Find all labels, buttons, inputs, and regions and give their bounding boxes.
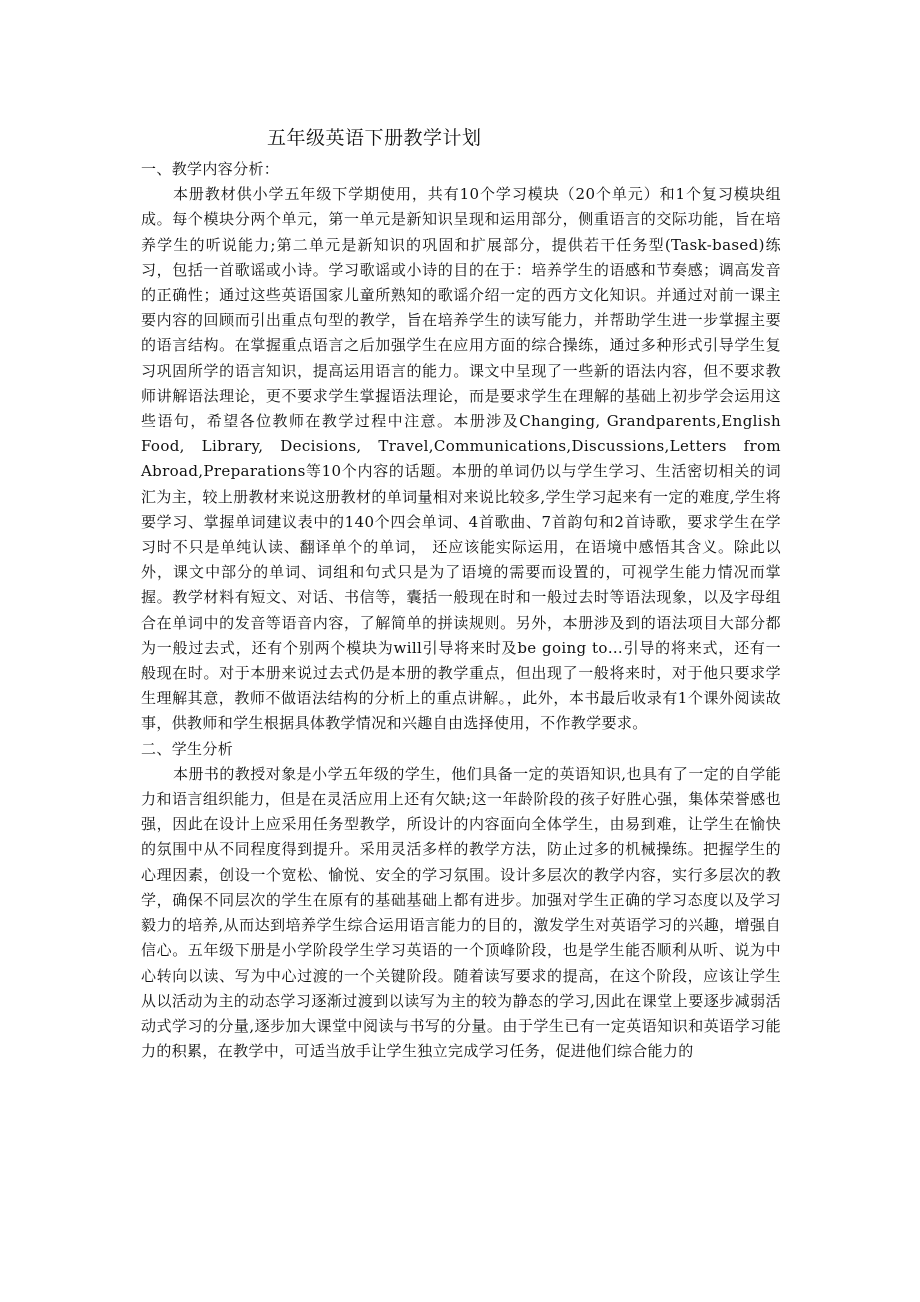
section-heading-student-analysis: 二、学生分析: [141, 739, 234, 758]
document-content: [141, 119, 781, 1064]
section-body-student-analysis: 本册书的教授对象是小学五年级的学生，他们具备一定的英语知识,也具有了一定的自学能力和语言组织能力，但是在灵活应用上还有欠缺;这一年龄阶段的孩子好胜心强，集体荣誉感也强，因此在设计上应采用任务型教学，所设计的内容面向全体学生，由易到难，让学生在愉快的氛围中从不同程度得到提升。采用灵活多样的教学方法，防止过多的机械操练。把握学生的心理因素，创设一个宽松、愉悦、安全的学习氛围。设计多层次的教学内容，实行多层次的教学，确保不同层次的学生在原有的基础基础上都有进步。加强对学生正确的学习态度以及学习毅力的培养,从而达到培养学生综合运用语言能力的目的，激发学生对英语学习的兴趣，增强自信心。五年级下册是小学阶段学生学习英语的一个顶峰阶段，也是学生能否顺利从听、说为中心转向以读、写为中心过渡的一个关键阶段。随着读写要求的提高，在这个阶段，应该让学生从以活动为主的动态学习逐渐过渡到以读写为主的较为静态的学习,因此在课堂上要逐步减弱活动式学习的分量,逐步加大课堂中阅读与书写的分量。由于学生已有一定英语知识和英语学习能力的积累，在教学中，可适当放手让学生独立完成学习任务，促进他们综合能力的: [141, 764, 781, 1061]
section-body-content-analysis: 本册教材供小学五年级下学期使用，共有10个学习模块（20个单元）和1个复习模块组成。每个模块分两个单元，第一单元是新知识呈现和运用部分，侧重语言的交际功能，旨在培养学生的听说能力;第二单元是新知识的巩固和扩展部分，提供若干任务型(Task-based)练习，包括一首歌谣或小诗。学习歌谣或小诗的目的在于：培养学生的语感和节奏感；调高发音的正确性；通过这些英语国家儿童所熟知的歌谣介绍一定的西方文化知识。并通过对前一课主要内容的回顾而引出重点句型的教学，旨在培养学生的读写能力，并帮助学生进一步掌握主要的语言结构。在掌握重点语言之后加强学生在应用方面的综合操练，通过多种形式引导学生复习巩固所学的语言知识，提高运用语言的能力。课文中呈现了一些新的语法内容，但不要求教师讲解语法理论，更不要求学生掌握语法理论，而是要求学生在理解的基础上初步学会运用这些语句，希望各位教师在教学过程中注意。本册涉及Changing, Grandparents,English Food, Library, Decisions, Travel,Communications,Discussions,Letters from Abroad,Preparations等10个内容的话题。本册的单词仍以与学生学习、生活密切相关的词汇为主，较上册教材来说这册教材的单词量相对来说比较多,学生学习起来有一定的难度,学生将要学习、掌握单词建议表中的140个四会单词、4首歌曲、7首韵句和2首诗歌，要求学生在学习时不只是单纯认读、翻译单个的单词， 还应该能实际运用，在语境中感悟其含义。除此以外，课文中部分的单词、词组和句式只是为了语境的需要而设置的，可视学生能力情况而掌握。教学材料有短文、对话、书信等，囊括一般现在时和一般过去时等语法现象，以及字母组合在单词中的发音等语音内容，了解简单的拼读规则。另外，本册涉及到的语法项目大部分都为一般过去式，还有个别两个模块为will引导将来时及be going to…引导的将来式，还有一般现在时。对于本册来说过去式仍是本册的教学重点，但出现了一般将来时，对于他只要求学生理解其意，教师不做语法结构的分析上的重点讲解。，此外，本书最后收录有1个课外阅读故事，供教师和学生根据具体教学情况和兴趣自由选择使用，不作教学要求。: [141, 185, 781, 733]
document-title: 五年级英语下册教学计划: [267, 127, 482, 149]
section-heading-content-analysis: 一、教学内容分析：: [141, 160, 280, 178]
